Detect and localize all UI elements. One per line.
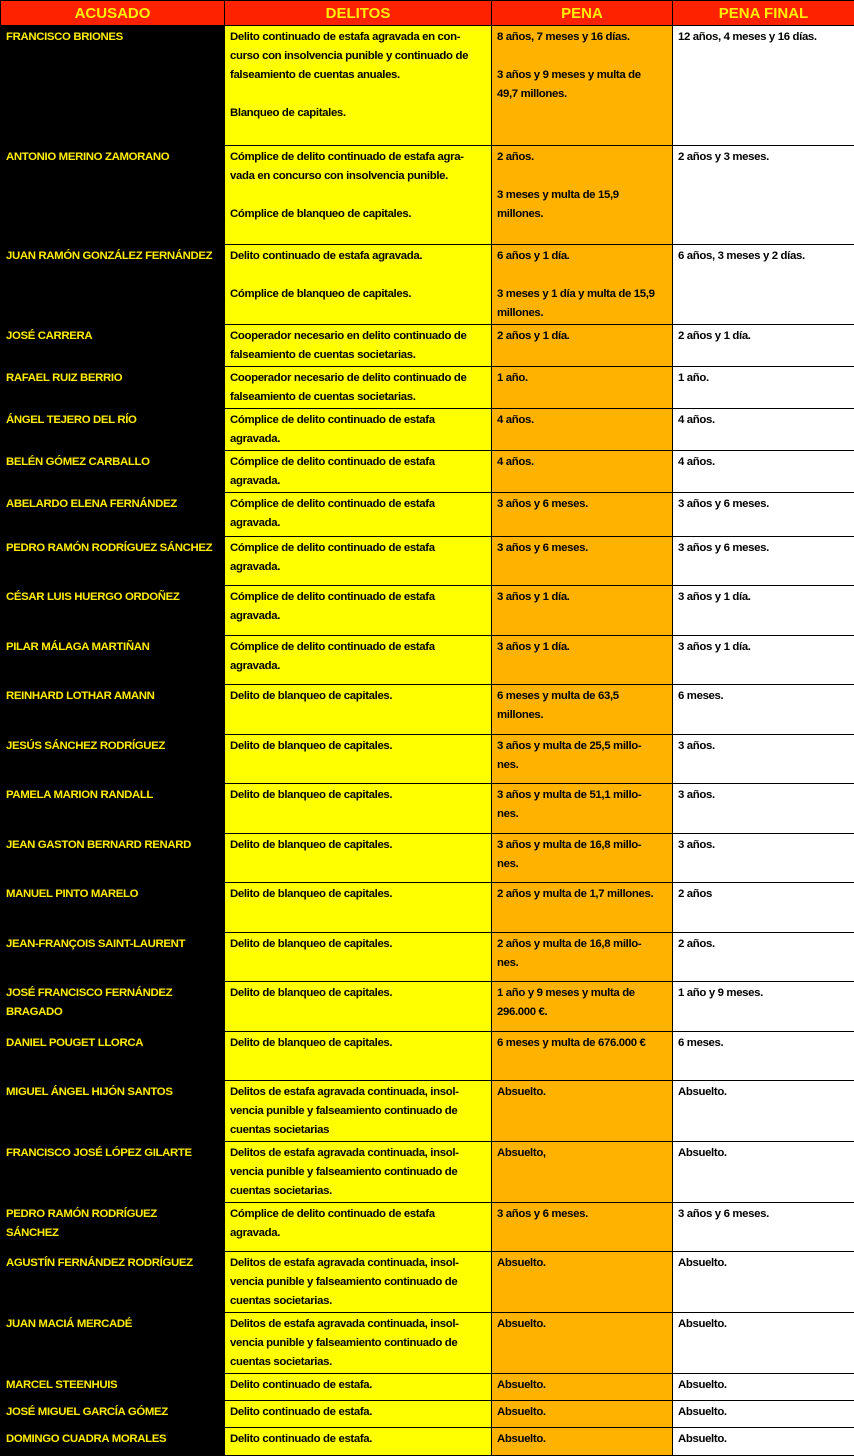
acusado-cell bbox=[1, 1142, 225, 1203]
pena-final-text: 12 años, 4 meses y 16 días. bbox=[678, 28, 849, 47]
pena-text: 3 años y multa de 51,1 millo- nes. bbox=[497, 786, 667, 824]
acusado-cell bbox=[1, 26, 225, 146]
pena-cell bbox=[492, 1401, 673, 1428]
table-row bbox=[1, 784, 854, 834]
pena-cell bbox=[492, 325, 673, 367]
delitos-cell bbox=[225, 982, 492, 1032]
pena-cell bbox=[492, 1032, 673, 1081]
acusado-name: CÉSAR LUIS HUERGO ORDOÑEZ bbox=[6, 588, 219, 607]
delitos-text: Delitos de estafa agravada continuada, insol- vencia punible y falseamiento continuado de cuentas societarias. bbox=[230, 1144, 486, 1201]
table-row bbox=[1, 493, 854, 537]
pena-text: 4 años. bbox=[497, 411, 667, 430]
pena-text: 4 años. bbox=[497, 453, 667, 472]
pena-cell bbox=[492, 735, 673, 784]
delitos-cell bbox=[225, 784, 492, 834]
pena-text: 6 meses y multa de 63,5 millones. bbox=[497, 687, 667, 725]
delitos-text: Cómplice de delito continuado de estafa agravada. bbox=[230, 453, 486, 491]
table-row bbox=[1, 146, 854, 245]
pena-cell bbox=[492, 146, 673, 245]
pena-text: 2 años. bbox=[497, 148, 667, 167]
acusado-cell bbox=[1, 1401, 225, 1428]
pena-final-cell bbox=[673, 735, 854, 784]
delitos-cell bbox=[225, 883, 492, 933]
acusado-name: DOMINGO CUADRA MORALES bbox=[6, 1430, 219, 1449]
pena-final-text: Absuelto. bbox=[678, 1376, 849, 1395]
table-row bbox=[1, 325, 854, 367]
pena-text: 2 años y 1 día. bbox=[497, 327, 667, 346]
pena-final-text: 4 años. bbox=[678, 411, 849, 430]
delitos-cell bbox=[225, 1401, 492, 1428]
delitos-text: Delito de blanqueo de capitales. bbox=[230, 885, 486, 904]
delitos-text: Delito de blanqueo de capitales. bbox=[230, 786, 486, 805]
table-row bbox=[1, 834, 854, 883]
pena-final-text: 3 años y 6 meses. bbox=[678, 539, 849, 558]
pena-final-cell bbox=[673, 933, 854, 982]
pena-text: Absuelto. bbox=[497, 1376, 667, 1395]
acusado-name: JEAN-FRANÇOIS SAINT-LAURENT bbox=[6, 935, 219, 954]
acusado-name: BELÉN GÓMEZ CARBALLO bbox=[6, 453, 219, 472]
pena-text: 3 años y multa de 25,5 millo- nes. bbox=[497, 737, 667, 775]
acusado-cell bbox=[1, 1374, 225, 1401]
pena-text: Absuelto. bbox=[497, 1403, 667, 1422]
spacer bbox=[497, 266, 667, 285]
acusado-cell bbox=[1, 933, 225, 982]
delitos-text: Delito continuado de estafa agravada en con- curso con insolvencia punible y continuado de falseamiento de cuentas anuales. bbox=[230, 28, 486, 85]
pena-text: Absuelto. bbox=[497, 1254, 667, 1273]
delitos-text: Delito continuado de estafa. bbox=[230, 1430, 486, 1449]
pena-cell bbox=[492, 784, 673, 834]
table-row bbox=[1, 1252, 854, 1313]
pena-text: 3 años y 9 meses y multa de 49,7 millones. bbox=[497, 66, 667, 104]
acusado-name: ANTONIO MERINO ZAMORANO bbox=[6, 148, 219, 167]
pena-cell bbox=[492, 933, 673, 982]
table-row bbox=[1, 1401, 854, 1428]
delitos-text: Cómplice de blanqueo de capitales. bbox=[230, 205, 486, 224]
delitos-cell bbox=[225, 1032, 492, 1081]
delitos-text: Cómplice de delito continuado de estafa agravada. bbox=[230, 495, 486, 533]
header-pena-final: PENA FINAL bbox=[673, 1, 854, 26]
delitos-cell bbox=[225, 685, 492, 735]
pena-final-cell bbox=[673, 367, 854, 409]
acusado-name: MIGUEL ÁNGEL HIJÓN SANTOS bbox=[6, 1083, 219, 1102]
pena-text: 2 años y multa de 16,8 millo- nes. bbox=[497, 935, 667, 973]
pena-text: 3 años y 6 meses. bbox=[497, 1205, 667, 1224]
pena-text: 3 años y 6 meses. bbox=[497, 495, 667, 514]
acusado-cell bbox=[1, 883, 225, 933]
pena-final-cell bbox=[673, 1252, 854, 1313]
acusado-name: RAFAEL RUIZ BERRIO bbox=[6, 369, 219, 388]
pena-text: 3 meses y multa de 15,9 millones. bbox=[497, 186, 667, 224]
pena-final-cell bbox=[673, 982, 854, 1032]
delitos-cell bbox=[225, 537, 492, 586]
pena-final-text: 4 años. bbox=[678, 453, 849, 472]
delitos-text: Delito de blanqueo de capitales. bbox=[230, 935, 486, 954]
pena-final-text: 3 años. bbox=[678, 836, 849, 855]
acusado-name: ABELARDO ELENA FERNÁNDEZ bbox=[6, 495, 219, 514]
pena-text: 1 año. bbox=[497, 369, 667, 388]
delitos-text: Blanqueo de capitales. bbox=[230, 104, 486, 123]
table-row bbox=[1, 586, 854, 636]
pena-cell bbox=[492, 1252, 673, 1313]
pena-final-cell bbox=[673, 451, 854, 493]
pena-final-text: 2 años y 1 día. bbox=[678, 327, 849, 346]
pena-text: 6 años y 1 día. bbox=[497, 247, 667, 266]
spacer bbox=[230, 266, 486, 285]
acusado-name: REINHARD LOTHAR AMANN bbox=[6, 687, 219, 706]
pena-cell bbox=[492, 26, 673, 146]
table-row bbox=[1, 26, 854, 146]
spacer bbox=[497, 47, 667, 66]
pena-final-cell bbox=[673, 409, 854, 451]
delitos-cell bbox=[225, 1252, 492, 1313]
table-row bbox=[1, 1032, 854, 1081]
header-pena: PENA bbox=[492, 1, 673, 26]
delitos-text: Cómplice de delito continuado de estafa agravada. bbox=[230, 411, 486, 449]
pena-final-text: Absuelto. bbox=[678, 1144, 849, 1163]
pena-final-cell bbox=[673, 685, 854, 735]
delitos-text: Cómplice de delito continuado de estafa agravada. bbox=[230, 588, 486, 626]
acusado-cell bbox=[1, 1252, 225, 1313]
table-row bbox=[1, 883, 854, 933]
acusado-name: JUAN RAMÓN GONZÁLEZ FERNÁNDEZ bbox=[6, 247, 219, 266]
pena-text: Absuelto. bbox=[497, 1083, 667, 1102]
pena-cell bbox=[492, 1142, 673, 1203]
pena-cell bbox=[492, 834, 673, 883]
pena-cell bbox=[492, 685, 673, 735]
pena-cell bbox=[492, 245, 673, 325]
pena-final-text: 1 año. bbox=[678, 369, 849, 388]
header-acusado: ACUSADO bbox=[1, 1, 225, 26]
pena-final-cell bbox=[673, 784, 854, 834]
delitos-cell bbox=[225, 26, 492, 146]
acusado-name: PEDRO RAMÓN RODRÍGUEZ SÁNCHEZ bbox=[6, 539, 219, 558]
pena-text: 3 años y 1 día. bbox=[497, 588, 667, 607]
pena-final-text: Absuelto. bbox=[678, 1083, 849, 1102]
delitos-text: Cómplice de delito continuado de estafa agra- vada en concurso con insolvencia punible. bbox=[230, 148, 486, 186]
delitos-cell bbox=[225, 245, 492, 325]
acusado-name: ÁNGEL TEJERO DEL RÍO bbox=[6, 411, 219, 430]
delitos-text: Delito de blanqueo de capitales. bbox=[230, 737, 486, 756]
pena-final-text: 3 años. bbox=[678, 737, 849, 756]
pena-final-cell bbox=[673, 537, 854, 586]
delitos-cell bbox=[225, 1203, 492, 1252]
table-row bbox=[1, 451, 854, 493]
acusado-name: JUAN MACIÁ MERCADÉ bbox=[6, 1315, 219, 1334]
table-row bbox=[1, 1428, 854, 1456]
delitos-cell bbox=[225, 451, 492, 493]
delitos-cell bbox=[225, 1313, 492, 1374]
delitos-text: Cómplice de delito continuado de estafa agravada. bbox=[230, 539, 486, 577]
acusado-cell bbox=[1, 1032, 225, 1081]
acusado-name: PILAR MÁLAGA MARTIÑAN bbox=[6, 638, 219, 657]
acusado-name: DANIEL POUGET LLORCA bbox=[6, 1034, 219, 1053]
table-row bbox=[1, 636, 854, 685]
delitos-cell bbox=[225, 1428, 492, 1456]
acusado-cell bbox=[1, 1428, 225, 1456]
acusado-cell bbox=[1, 784, 225, 834]
spacer bbox=[497, 167, 667, 186]
pena-final-cell bbox=[673, 1428, 854, 1456]
delitos-text: Cooperador necesario en delito continuado de falseamiento de cuentas societarias. bbox=[230, 327, 486, 365]
acusado-cell bbox=[1, 367, 225, 409]
pena-final-cell bbox=[673, 1401, 854, 1428]
acusado-name: MANUEL PINTO MARELO bbox=[6, 885, 219, 904]
pena-cell bbox=[492, 883, 673, 933]
pena-final-text: 6 meses. bbox=[678, 687, 849, 706]
delitos-cell bbox=[225, 146, 492, 245]
delitos-cell bbox=[225, 493, 492, 537]
pena-final-cell bbox=[673, 586, 854, 636]
pena-text: 3 años y 6 meses. bbox=[497, 539, 667, 558]
header-row bbox=[1, 1, 854, 26]
table-row bbox=[1, 1142, 854, 1203]
delitos-text: Delito de blanqueo de capitales. bbox=[230, 984, 486, 1003]
pena-final-text: 3 años y 6 meses. bbox=[678, 495, 849, 514]
pena-final-text: Absuelto. bbox=[678, 1315, 849, 1334]
pena-final-text: Absuelto. bbox=[678, 1254, 849, 1273]
pena-final-cell bbox=[673, 26, 854, 146]
delitos-cell bbox=[225, 325, 492, 367]
delitos-cell bbox=[225, 409, 492, 451]
acusado-name: JEAN GASTON BERNARD RENARD bbox=[6, 836, 219, 855]
acusado-name: FRANCISCO JOSÉ LÓPEZ GILARTE bbox=[6, 1144, 219, 1163]
acusado-name: JOSÉ CARRERA bbox=[6, 327, 219, 346]
pena-text: Absuelto, bbox=[497, 1144, 667, 1163]
spacer bbox=[230, 186, 486, 205]
acusado-cell bbox=[1, 834, 225, 883]
pena-text: 8 años, 7 meses y 16 días. bbox=[497, 28, 667, 47]
pena-final-cell bbox=[673, 245, 854, 325]
table-row bbox=[1, 982, 854, 1032]
pena-text: 3 años y multa de 16,8 millo- nes. bbox=[497, 836, 667, 874]
delitos-text: Delito de blanqueo de capitales. bbox=[230, 1034, 486, 1053]
pena-final-text: 2 años. bbox=[678, 935, 849, 954]
delitos-cell bbox=[225, 586, 492, 636]
pena-cell bbox=[492, 586, 673, 636]
acusado-cell bbox=[1, 409, 225, 451]
acusado-cell bbox=[1, 735, 225, 784]
acusado-name: PEDRO RAMÓN RODRÍGUEZ SÁNCHEZ bbox=[6, 1205, 219, 1243]
delitos-cell bbox=[225, 1081, 492, 1142]
acusado-name: PAMELA MARION RANDALL bbox=[6, 786, 219, 805]
acusado-cell bbox=[1, 537, 225, 586]
pena-text: Absuelto. bbox=[497, 1315, 667, 1334]
delitos-cell bbox=[225, 367, 492, 409]
delitos-text: Delito de blanqueo de capitales. bbox=[230, 836, 486, 855]
pena-final-cell bbox=[673, 493, 854, 537]
delitos-text: Delitos de estafa agravada continuada, insol- vencia punible y falseamiento continuado de cuentas societarias bbox=[230, 1083, 486, 1140]
table-row bbox=[1, 409, 854, 451]
pena-final-text: 2 años bbox=[678, 885, 849, 904]
pena-final-text: 2 años y 3 meses. bbox=[678, 148, 849, 167]
delitos-text: Delitos de estafa agravada continuada, insol- vencia punible y falseamiento continuado de cuentas societarias. bbox=[230, 1315, 486, 1372]
pena-cell bbox=[492, 493, 673, 537]
pena-text: Absuelto. bbox=[497, 1430, 667, 1449]
delitos-text: Cooperador necesario de delito continuado de falseamiento de cuentas societarias. bbox=[230, 369, 486, 407]
pena-final-cell bbox=[673, 834, 854, 883]
pena-final-text: Absuelto. bbox=[678, 1430, 849, 1449]
table-row bbox=[1, 245, 854, 325]
acusado-name: JESÚS SÁNCHEZ RODRÍGUEZ bbox=[6, 737, 219, 756]
acusado-name: FRANCISCO BRIONES bbox=[6, 28, 219, 47]
pena-cell bbox=[492, 1428, 673, 1456]
acusado-cell bbox=[1, 493, 225, 537]
pena-cell bbox=[492, 1374, 673, 1401]
acusado-cell bbox=[1, 1313, 225, 1374]
pena-final-cell bbox=[673, 1203, 854, 1252]
pena-cell bbox=[492, 1203, 673, 1252]
pena-final-cell bbox=[673, 1081, 854, 1142]
pena-cell bbox=[492, 537, 673, 586]
pena-final-text: 3 años y 1 día. bbox=[678, 638, 849, 657]
table-row bbox=[1, 1313, 854, 1374]
table-row bbox=[1, 367, 854, 409]
delitos-cell bbox=[225, 933, 492, 982]
table-row bbox=[1, 685, 854, 735]
pena-final-cell bbox=[673, 883, 854, 933]
delitos-cell bbox=[225, 834, 492, 883]
pena-final-cell bbox=[673, 1032, 854, 1081]
table-row bbox=[1, 537, 854, 586]
pena-final-cell bbox=[673, 325, 854, 367]
pena-text: 3 meses y 1 día y multa de 15,9 millones. bbox=[497, 285, 667, 323]
pena-cell bbox=[492, 451, 673, 493]
pena-final-cell bbox=[673, 1313, 854, 1374]
delitos-text: Delitos de estafa agravada continuada, insol- vencia punible y falseamiento continuado de cuentas societarias. bbox=[230, 1254, 486, 1311]
pena-final-cell bbox=[673, 1374, 854, 1401]
table-row bbox=[1, 1203, 854, 1252]
pena-final-cell bbox=[673, 146, 854, 245]
pena-cell bbox=[492, 367, 673, 409]
table-row bbox=[1, 1081, 854, 1142]
pena-final-cell bbox=[673, 1142, 854, 1203]
pena-final-text: 3 años y 1 día. bbox=[678, 588, 849, 607]
pena-final-cell bbox=[673, 636, 854, 685]
delitos-text: Cómplice de blanqueo de capitales. bbox=[230, 285, 486, 304]
pena-text: 1 año y 9 meses y multa de 296.000 €. bbox=[497, 984, 667, 1022]
acusado-cell bbox=[1, 325, 225, 367]
delitos-text: Cómplice de delito continuado de estafa agravada. bbox=[230, 638, 486, 676]
pena-final-text: 6 años, 3 meses y 2 días. bbox=[678, 247, 849, 266]
acusado-cell bbox=[1, 982, 225, 1032]
table-row bbox=[1, 735, 854, 784]
acusado-name: AGUSTÍN FERNÁNDEZ RODRÍGUEZ bbox=[6, 1254, 219, 1273]
pena-cell bbox=[492, 1081, 673, 1142]
spacer bbox=[230, 85, 486, 104]
delitos-text: Cómplice de delito continuado de estafa agravada. bbox=[230, 1205, 486, 1243]
delitos-cell bbox=[225, 1142, 492, 1203]
delitos-cell bbox=[225, 735, 492, 784]
acusado-name: JOSÉ FRANCISCO FERNÁNDEZ BRAGADO bbox=[6, 984, 219, 1022]
delitos-text: Delito continuado de estafa. bbox=[230, 1376, 486, 1395]
pena-text: 6 meses y multa de 676.000 € bbox=[497, 1034, 667, 1053]
pena-final-text: 1 año y 9 meses. bbox=[678, 984, 849, 1003]
table-row bbox=[1, 1374, 854, 1401]
acusado-cell bbox=[1, 451, 225, 493]
acusado-cell bbox=[1, 586, 225, 636]
acusado-cell bbox=[1, 1203, 225, 1252]
delitos-cell bbox=[225, 636, 492, 685]
pena-text: 3 años y 1 día. bbox=[497, 638, 667, 657]
table-row bbox=[1, 933, 854, 982]
pena-cell bbox=[492, 1313, 673, 1374]
pena-final-text: Absuelto. bbox=[678, 1403, 849, 1422]
acusado-cell bbox=[1, 685, 225, 735]
pena-cell bbox=[492, 982, 673, 1032]
pena-cell bbox=[492, 636, 673, 685]
acusado-cell bbox=[1, 146, 225, 245]
header-delitos: DELITOS bbox=[225, 1, 492, 26]
pena-cell bbox=[492, 409, 673, 451]
delitos-text: Delito continuado de estafa agravada. bbox=[230, 247, 486, 266]
pena-final-text: 3 años. bbox=[678, 786, 849, 805]
delitos-text: Delito continuado de estafa. bbox=[230, 1403, 486, 1422]
acusado-cell bbox=[1, 636, 225, 685]
acusado-name: JOSÉ MIGUEL GARCÍA GÓMEZ bbox=[6, 1403, 219, 1422]
acusado-cell bbox=[1, 245, 225, 325]
delitos-cell bbox=[225, 1374, 492, 1401]
pena-final-text: 3 años y 6 meses. bbox=[678, 1205, 849, 1224]
delitos-text: Delito de blanqueo de capitales. bbox=[230, 687, 486, 706]
pena-final-text: 6 meses. bbox=[678, 1034, 849, 1053]
acusado-name: MARCEL STEENHUIS bbox=[6, 1376, 219, 1395]
pena-text: 2 años y multa de 1,7 millones. bbox=[497, 885, 667, 904]
acusado-cell bbox=[1, 1081, 225, 1142]
